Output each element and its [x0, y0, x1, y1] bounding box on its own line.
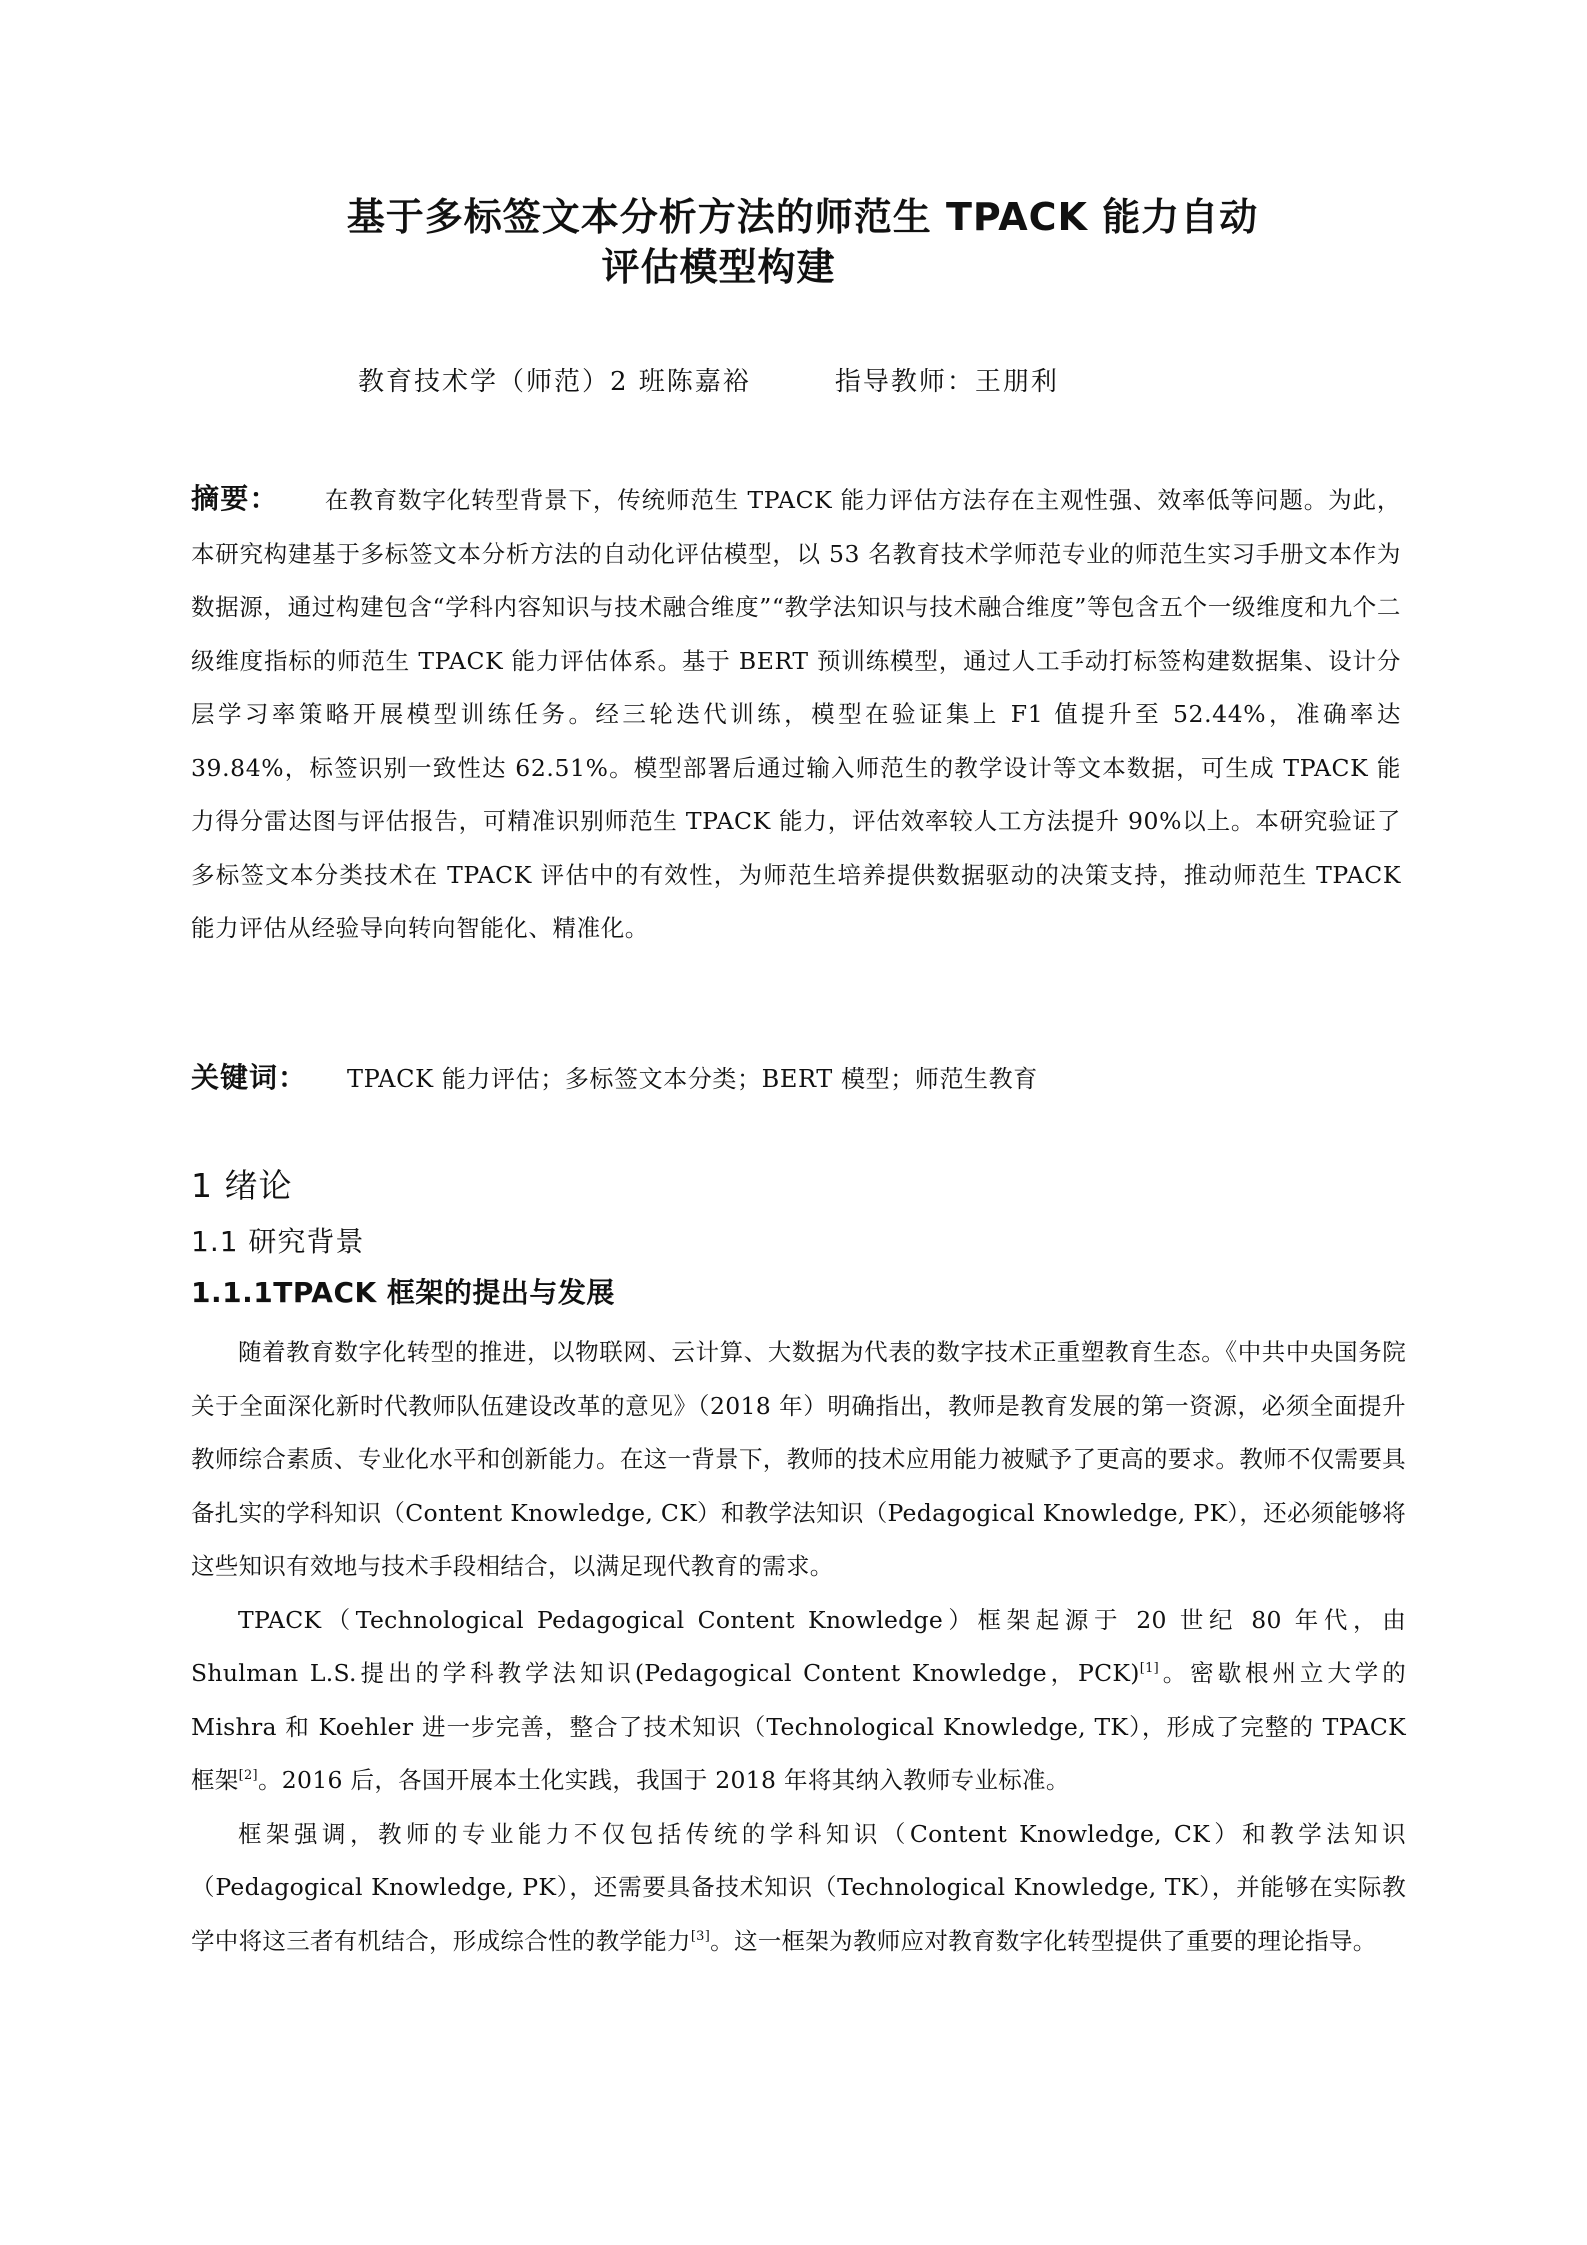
keywords — [191, 1058, 1038, 1099]
paper-title — [0, 192, 1587, 292]
paragraph-2-part-b: 。密歇根州立大学的 Mishra 和 Koehler 进一步完善，整合了技术知识（Technological Knowledge, TK），形成了完整的 TPACK 框架 — [191, 1659, 1406, 1794]
citation-1: [1] — [1139, 1661, 1160, 1677]
advisor-name: 指导教师：王朋利 — [834, 367, 1059, 397]
abstract-text: 在教育数字化转型背景下，传统师范生 TPACK 能力评估方法存在主观性强、效率低等问题。为此，本研究构建基于多标签文本分析方法的自动化评估模型，以 53 名教育技术学师范专业的师范生实习手册文本作为数据源，通过构建包含“学科内容知识与技术融合维度”“教学法知识与技术融合维度”等包含五个一级维度和九个二级维度指标的师范生 TPACK 能力评估体系。基于 BERT 预训练模型，通过人工手动打标签构建数据集、设计分层学习率策略开展模型训练任务。经三轮迭代训练，模型在验证集上 F1 值提升至 52.44%，准确率达 39.84%，标签识别一致性达 62.51%。模型部署后通过输入师范生的教学设计等文本数据，可生成 TPACK 能力得分雷达图与评估报告，可精准识别师范生 TPACK 能力，评估效率较人工方法提升 90%以上。本研究验证了多标签文本分类技术在 TPACK 评估中的有效性，为师范生培养提供数据驱动的决策支持，推动师范生 TPACK 能力评估从经验导向转向智能化、精准化。 — [191, 486, 1401, 942]
keywords-text: TPACK 能力评估；多标签文本分类；BERT 模型；师范生教育 — [347, 1065, 1038, 1093]
student-name: 教育技术学（师范）2 班陈嘉裕 — [358, 367, 751, 397]
citation-3: [3] — [690, 1928, 711, 1944]
paragraph-3 — [191, 1808, 1406, 1969]
paragraph-1: 随着教育数字化转型的推进，以物联网、云计算、大数据为代表的数字技术正重塑教育生态。《中共中央国务院关于全面深化新时代教师队伍建设改革的意见》（2018 年）明确指出，教师是教育发展的第一资源，必须全面提升教师综合素质、专业化水平和创新能力。在这一背景下，教师的技术应用能力被赋予了更高的要求。教师不仅需要具备扎实的学科知识（Content Knowledge, CK）和教学法知识（Pedagogical Knowledge, PK），还必须能够将这些知识有效地与技术手段相结合，以满足现代教育的需求。 — [191, 1338, 1406, 1580]
citation-2: [2] — [238, 1768, 258, 1784]
keywords-label: 关键词： — [191, 1061, 308, 1094]
subsection-heading: 1.1 研究背景 — [191, 1225, 365, 1258]
section-heading: 1 绪论 — [191, 1166, 293, 1205]
abstract-label: 摘要： — [191, 482, 279, 515]
paragraph-2-part-c: 。2016 后，各国开展本土化实践，我国于 2018 年将其纳入教师专业标准。 — [257, 1766, 1070, 1794]
author-line — [358, 364, 1059, 400]
paper-title-line-1: 基于多标签文本分析方法的师范生 TPACK 能力自动 — [346, 195, 1259, 239]
paragraph-3-part-a: 框架强调，教师的专业能力不仅包括传统的学科知识（Content Knowledge, CK）和教学法知识（Pedagogical Knowledge, PK），还需要具备技术知识（Technological Knowledge, TK），并能够在实际教学中将这三者有机结合，形成综合性的教学能力 — [191, 1819, 1406, 1955]
subsubsection-heading: 1.1.1TPACK 框架的提出与发展 — [191, 1276, 615, 1309]
paragraph-2 — [191, 1594, 1406, 1808]
paper-title-line-2: 评估模型构建 — [601, 245, 836, 289]
body-text — [191, 1326, 1406, 1968]
paragraph-3-part-b: 。这一框架为教师应对教育数字化转型提供了重要的理论指导。 — [710, 1926, 1377, 1955]
abstract — [191, 472, 1401, 956]
paragraph-2-part-a: TPACK（Technological Pedagogical Content Knowledge）框架起源于 20 世纪 80 年代，由 Shulman L.S.提出的学科教学法知识(Pedagogical Content Knowledge，PCK) — [191, 1605, 1406, 1687]
